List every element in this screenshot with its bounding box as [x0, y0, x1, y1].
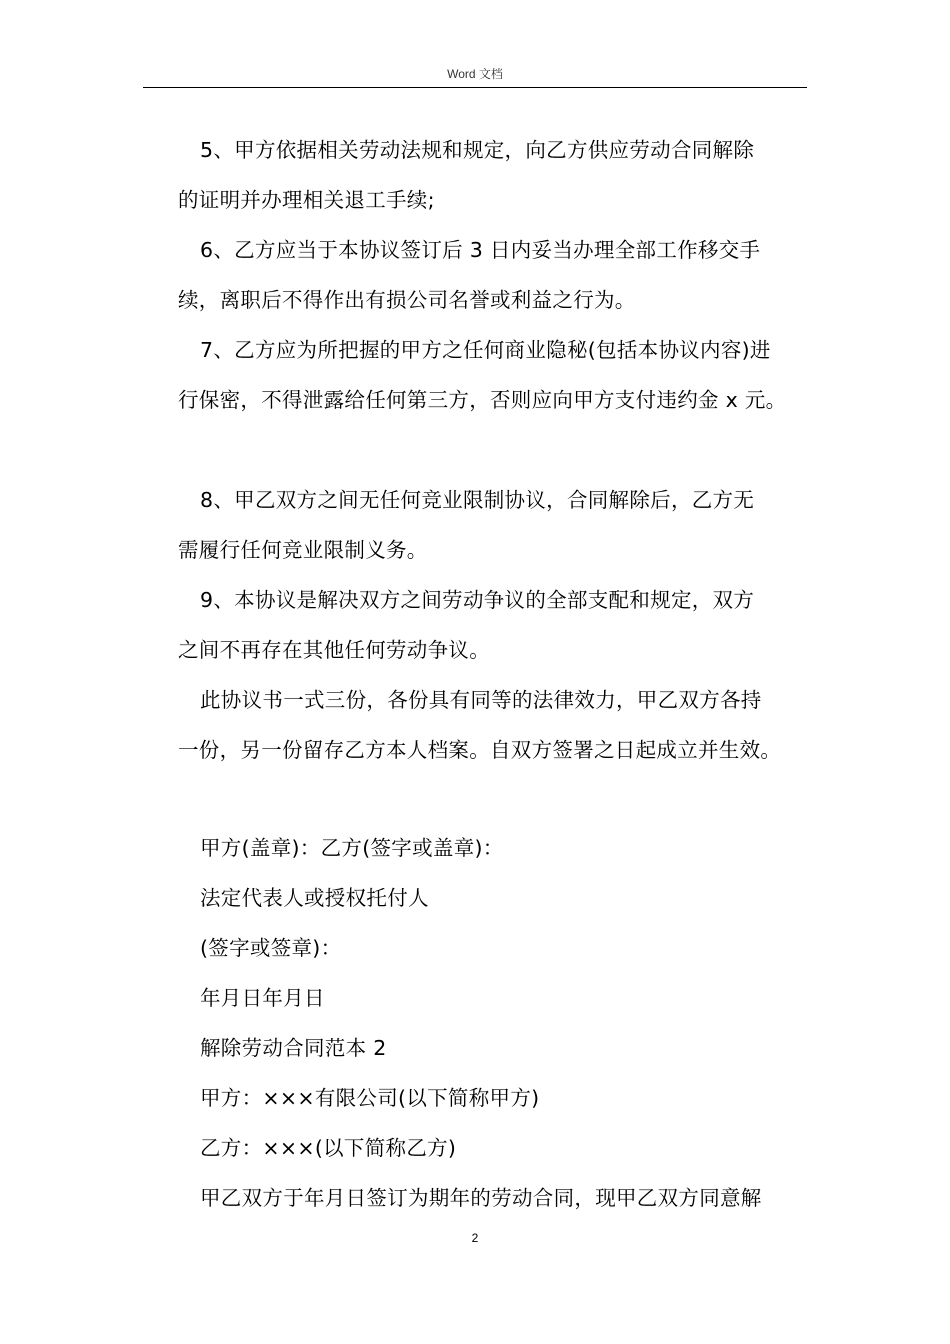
paragraph-line: 6、乙方应当于本协议签订后 3 日内妥当办理全部工作移交手: [200, 238, 761, 262]
paragraph-line: 此协议书一式三份，各份具有同等的法律效力，甲乙双方各持: [200, 688, 762, 712]
section-title: 解除劳动合同范本 2: [200, 1036, 387, 1060]
signature-line: (签字或签章)：: [200, 936, 342, 960]
party-b-line: 乙方：×××(以下简称乙方): [200, 1136, 457, 1160]
signature-line: 甲方(盖章)：乙方(签字或盖章)：: [200, 836, 504, 860]
party-a-line: 甲方：×××有限公司(以下简称甲方): [200, 1086, 540, 1110]
paragraph-line: 行保密，不得泄露给任何第三方，否则应向甲方支付违约金 x 元。: [178, 388, 787, 412]
paragraph-line: 9、本协议是解决双方之间劳动争议的全部支配和规定，双方: [200, 588, 755, 612]
page-number: 2: [471, 1231, 479, 1245]
date-line: 年月日年月日: [200, 986, 325, 1010]
paragraph-line: 7、乙方应为所把握的甲方之任何商业隐秘(包括本协议内容)进: [200, 338, 771, 362]
paragraph-line: 甲乙双方于年月日签订为期年的劳动合同，现甲乙双方同意解: [200, 1186, 762, 1210]
page-header-title: Word 文档: [447, 67, 503, 81]
header-rule: [143, 87, 807, 88]
paragraph-line: 5、甲方依据相关劳动法规和规定，向乙方供应劳动合同解除: [200, 138, 755, 162]
paragraph-line: 8、甲乙双方之间无任何竞业限制协议，合同解除后，乙方无: [200, 488, 755, 512]
paragraph-line: 之间不再存在其他任何劳动争议。: [178, 638, 490, 662]
paragraph-line: 的证明并办理相关退工手续;: [178, 188, 435, 212]
signature-line: 法定代表人或授权托付人: [200, 886, 429, 910]
paragraph-line: 续，离职后不得作出有损公司名誉或利益之行为。: [178, 288, 636, 312]
paragraph-line: 一份，另一份留存乙方本人档案。自双方签署之日起成立并生效。: [178, 738, 782, 762]
paragraph-line: 需履行任何竞业限制义务。: [178, 538, 428, 562]
